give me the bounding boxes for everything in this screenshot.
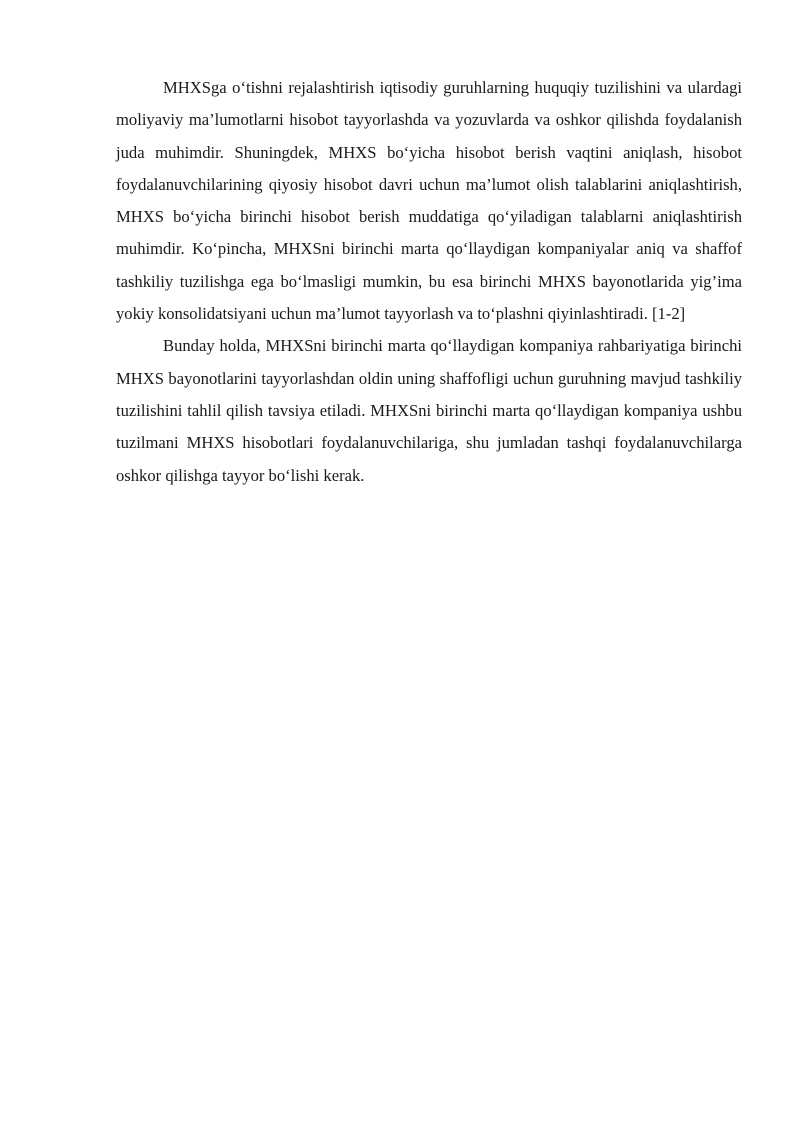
paragraph-2: Bunday holda, MHXSni birinchi marta qo‘llaydigan kompaniya rahbariyatiga birinchi MHXS bayonotlarini tayyorlashdan oldin uning shaffofligi uchun guruhning mavjud tashkiliy tuzilishini tahlil qilish tavsiya etiladi. MHXSni birinchi marta qo‘llaydigan kompaniya ushbu tuzilmani MHXS hisobotlari foydalanuvchilariga, shu jumladan tashqi foydalanuvchilarga oshkor qilishga tayyor bo‘lishi kerak. <box>116 336 742 485</box>
body-text <box>116 72 742 492</box>
paragraph-1: MHXSga o‘tishni rejalashtirish iqtisodiy guruhlarning huquqiy tuzilishini va ulardagi moliyaviy ma’lumotlarni hisobot tayyorlashda va yozuvlarda va oshkor qilishda foydalanish juda muhimdir. Shuningdek, MHXS bo‘yicha hisobot berish vaqtini aniqlash, hisobot foydalanuvchilarining qiyosiy hisobot davri uchun ma’lumot olish talablarini aniqlashtirish, MHXS bo‘yicha birinchi hisobot berish muddatiga qo‘yiladigan talablarni aniqlashtirish muhimdir. Ko‘pincha, MHXSni birinchi marta qo‘llaydigan kompaniyalar aniq va shaffof tashkiliy tuzilishga ega bo‘lmasligi mumkin, bu esa birinchi MHXS bayonotlarida yig’ima yokiy konsolidatsiyani uchun ma’lumot tayyorlash va to‘plashni qiyinlashtiradi. [1-2] <box>116 78 742 324</box>
